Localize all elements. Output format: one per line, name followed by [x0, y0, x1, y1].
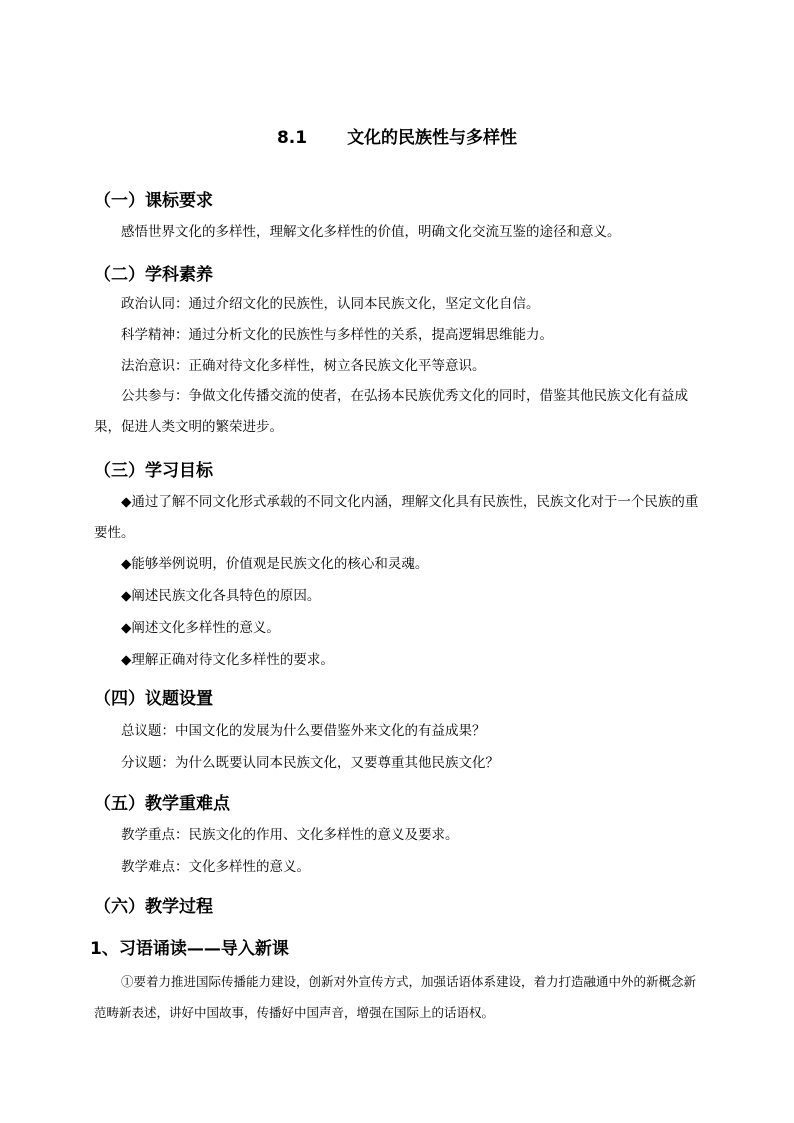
paragraph: 公共参与：争做文化传播交流的使者，在弘扬本民族优秀文化的同时，借鉴其他民族文化有益成果，促进人类文明的繁荣进步。	[94, 388, 688, 435]
paragraph: ◆阐述文化多样性的意义。	[121, 620, 280, 636]
section-heading-5: （五）教学重难点	[94, 794, 230, 814]
section-heading-6: （六）教学过程	[94, 897, 213, 917]
paragraph: 教学重点：民族文化的作用、文化多样性的意义及要求。	[121, 827, 459, 843]
paragraph: ◆通过了解不同文化形式承载的不同文化内涵，理解文化具有民族性，民族文化对于一个民族的重要性。	[94, 494, 699, 541]
section-heading-2: （二）学科素养	[94, 265, 213, 285]
paragraph: 科学精神：通过分析文化的民族性与多样性的关系，提高逻辑思维能力。	[121, 327, 553, 343]
paragraph: ◆能够举例说明，价值观是民族文化的核心和灵魂。	[121, 556, 429, 572]
paragraph: 教学难点：文化多样性的意义。	[121, 859, 310, 875]
paragraph: 法治意识：正确对待文化多样性，树立各民族文化平等意识。	[121, 358, 486, 374]
section-heading-1: （一）课标要求	[94, 191, 213, 211]
title-text: 文化的民族性与多样性	[347, 128, 518, 148]
paragraph: 感悟世界文化的多样性，理解文化多样性的价值，明确文化交流互鉴的途径和意义。	[121, 224, 621, 240]
paragraph: ◆理解正确对待文化多样性的要求。	[121, 652, 334, 668]
paragraph: 总议题：中国文化的发展为什么要借鉴外来文化的有益成果？	[121, 723, 486, 739]
section-heading-3: （三）学习目标	[94, 461, 213, 481]
paragraph: ①要着力推进国际传播能力建设，创新对外宣传方式，加强话语体系建设，着力打造融通中外的新概念新范畴新表述，讲好中国故事，传播好中国声音，增强在国际上的话语权。	[94, 974, 697, 1020]
paragraph: 政治认同：通过介绍文化的民族性，认同本民族文化，坚定文化自信。	[121, 296, 540, 312]
section-heading-4: （四）议题设置	[94, 689, 213, 709]
page-title	[0, 123, 794, 148]
paragraph: ◆阐述民族文化各具特色的原因。	[121, 588, 321, 604]
paragraph: 分议题：为什么既要认同本民族文化，又要尊重其他民族文化？	[121, 755, 499, 771]
subsection-heading: 1、习语诵读——导入新课	[90, 939, 289, 959]
title-number: 8.1	[276, 128, 308, 148]
